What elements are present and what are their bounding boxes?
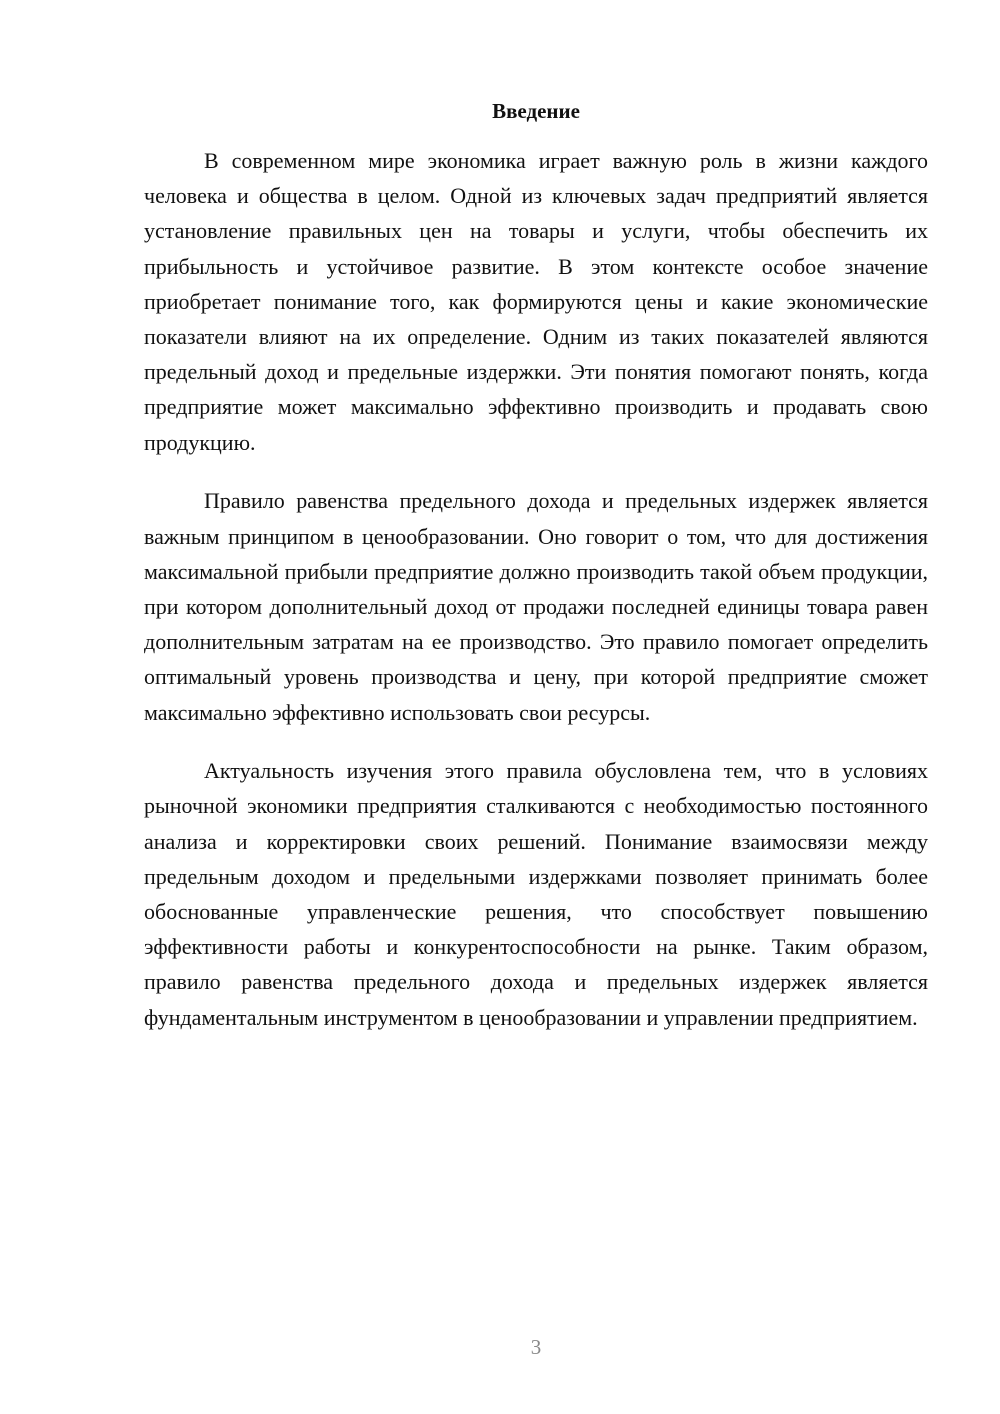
section-title: Введение (492, 99, 580, 123)
page-number: 3 (530, 1335, 542, 1359)
body-text (144, 143, 928, 1035)
paragraph-3: Актуальность изучения этого правила обусловлена тем, что в условиях рыночной экономики предприятия сталкиваются с необходимостью постоянного анализа и корректировки своих решений. Понимание взаимосвязи между предельным доходом и предельными издержками позволяет принимать более обоснованные управленческие решения, что способствует повышению эффективности работы и конкурентоспособности на рынке. Таким образом, правило равенства предельного дохода и предельных издержек является фундаментальным инструментом в ценообразовании и управлении предприятием. (144, 758, 928, 1030)
paragraph-1: В современном мире экономика играет важную роль в жизни каждого человека и общества в целом. Одной из ключевых задач предприятий является установление правильных цен на товары и услуги, чтобы обеспечить их прибыльность и устойчивое развитие. В этом контексте особое значение приобретает понимание того, как формируются цены и какие экономические показатели влияют на их определение. Одним из таких показателей являются предельный доход и предельные издержки. Эти понятия помогают понять, когда предприятие может максимально эффективно производить и продавать свою продукцию. (144, 148, 928, 455)
paragraph-2: Правило равенства предельного дохода и предельных издержек является важным принципом в ценообразовании. Оно говорит о том, что для достижения максимальной прибыли предприятие должно производить такой объем продукции, при котором дополнительный доход от продажи последней единицы товара равен дополнительным затратам на ее производство. Это правило помогает определить оптимальный уровень производства и цену, при которой предприятие сможет максимально эффективно использовать свои ресурсы. (144, 488, 928, 725)
